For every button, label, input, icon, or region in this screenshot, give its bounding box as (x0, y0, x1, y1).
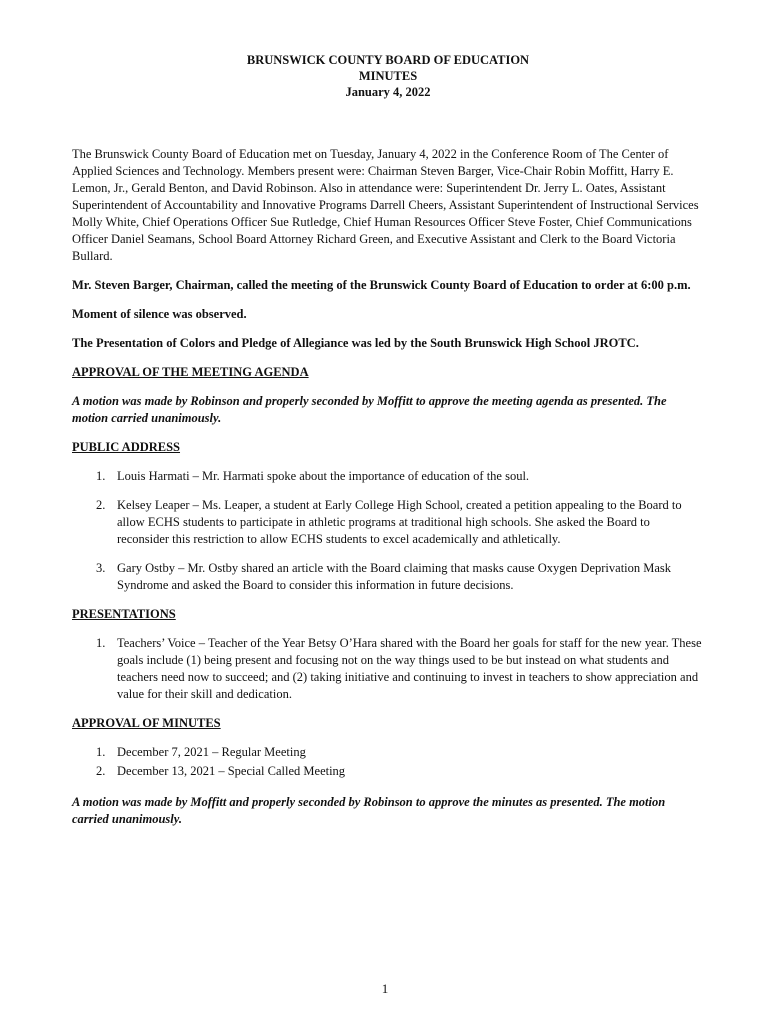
list-item (72, 635, 704, 703)
list-item (72, 763, 704, 780)
intro-paragraph: The Brunswick County Board of Education met on Tuesday, January 4, 2022 in the Conference Room of The Center of Applied Sciences and Technology. Members present were: Chairman Steven Barger, Vice-Chair Robin Moffitt, Harry E. Lemon, Jr., Gerald Benton, and David Robinson. Also in attendance were: Superintendent Dr. Jerry L. Oates, Assistant Superintendent of Accountability and Innovative Programs Darrell Cheers, Assistant Superintendent of Instructional Services Molly White, Chief Operations Officer Sue Rutledge, Chief Human Resources Officer Steve Foster, Chief Communications Officer Daniel Seamans, School Board Attorney Richard Green, and Executive Assistant and Clerk to the Board Victoria Bullard. (72, 147, 699, 263)
meeting-date: January 4, 2022 (345, 85, 431, 99)
agenda-motion: A motion was made by Robinson and properly seconded by Moffitt to approve the meeting agenda as presented. The motion carried unanimously. (72, 394, 667, 425)
board-title: BRUNSWICK COUNTY BOARD OF EDUCATION (246, 53, 530, 67)
list-number: 1. (96, 745, 106, 759)
minutes-list (72, 744, 704, 780)
minutes-heading: APPROVAL OF MINUTES (72, 716, 221, 730)
list-number: 2. (96, 498, 106, 512)
list-text: December 13, 2021 – Special Called Meeting (117, 764, 346, 778)
list-item (72, 497, 704, 548)
list-text: Louis Harmati – Mr. Harmati spoke about the importance of education of the soul. (117, 469, 530, 483)
list-text: Teachers’ Voice – Teacher of the Year Betsy O’Hara shared with the Board her goals for staff for the new year. These goals include (1) being present and focusing not on the way things used to be but instead on what students and teachers need now to succeed; and (2) taking initiative and continuing to invest in teachers to show appreciation and value for their skill and dedication. (117, 636, 702, 701)
list-number: 3. (96, 561, 106, 575)
minutes-title: MINUTES (358, 69, 418, 83)
presentations-list (72, 635, 704, 703)
list-item (72, 468, 704, 485)
list-item (72, 560, 704, 594)
list-number: 2. (96, 764, 106, 778)
presentations-heading: PRESENTATIONS (72, 607, 176, 621)
page-number: 1 (381, 981, 389, 996)
list-number: 1. (96, 636, 106, 650)
list-text: Gary Ostby – Mr. Ostby shared an article with the Board claiming that masks cause Oxygen Deprivation Mask Syndrome and asked the Board to consider this information in future decisions. (117, 561, 672, 592)
public-address-list (72, 468, 704, 594)
minutes-motion: A motion was made by Moffitt and properly seconded by Robinson to approve the minutes as presented. The motion carried unanimously. (72, 795, 666, 826)
document-header (72, 52, 704, 100)
call-to-order: Mr. Steven Barger, Chairman, called the meeting of the Brunswick County Board of Education to order at 6:00 p.m. (72, 278, 691, 292)
agenda-heading: APPROVAL OF THE MEETING AGENDA (72, 365, 309, 379)
pledge-of-allegiance: The Presentation of Colors and Pledge of Allegiance was led by the South Brunswick High School JROTC. (72, 336, 639, 350)
list-text: December 7, 2021 – Regular Meeting (117, 745, 306, 759)
moment-of-silence: Moment of silence was observed. (72, 307, 247, 321)
list-text: Kelsey Leaper – Ms. Leaper, a student at Early College High School, created a petition appealing to the Board to allow ECHS students to participate in athletic programs at traditional high schools. She asked the Board to reconsider this restriction to allow ECHS students to excel academically and athletically. (117, 498, 682, 546)
list-number: 1. (96, 469, 106, 483)
public-address-heading: PUBLIC ADDRESS (72, 440, 181, 454)
list-item (72, 744, 704, 761)
